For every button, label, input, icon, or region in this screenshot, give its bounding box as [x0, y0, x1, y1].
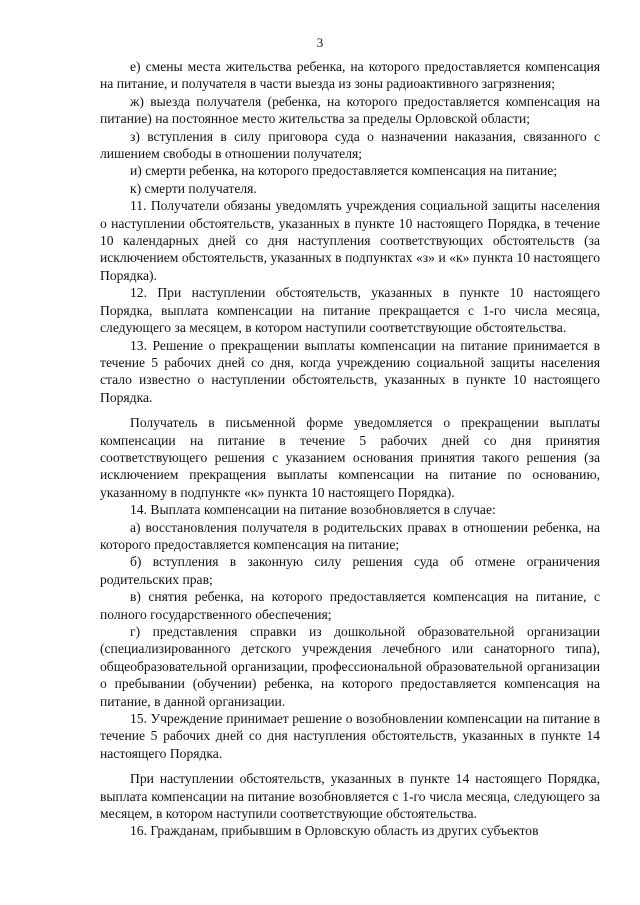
paragraph-15-resumption: При наступлении обстоятельств, указанных в пункте 14 настоящего Порядка, выплата компенсации на питание возобновляется с 1-го числа месяца, следующего за месяцем, в котором наступили соответствующие обстоятельства.	[100, 771, 600, 822]
paragraph-14-b: б) вступления в законную силу решения суда об отмене ограничения родительских прав;	[100, 554, 600, 587]
paragraph-14-v: в) снятия ребенка, на которого предоставляется компенсация на питание, с полного государственного обеспечения;	[100, 589, 600, 622]
paragraph-e: е) смены места жительства ребенка, на которого предоставляется компенсация на питание, и получателя в части выезда из зоны радиоактивного загрязнения;	[100, 59, 600, 92]
paragraph-16: 16. Гражданам, прибывшим в Орловскую область из других субъектов	[130, 823, 539, 839]
paragraph-13-notice: Получатель в письменной форме уведомляется о прекращении выплаты компенсации на питание в течение 5 рабочих дней со дня принятия соответствующего решения с указанием основания принятия такого решения (за исключением прекращения выплаты компенсации на питание по основанию, указанному в подпункте «к» пункта 10 настоящего Порядка).	[100, 415, 600, 500]
paragraph-13: 13. Решение о прекращении выплаты компенсации на питание принимается в течение 5 рабочих дней со дня, когда учреждению социальной защиты населения стало известно о наступлении обстоятельств, указанных в пункте 10 настоящего Порядка.	[100, 337, 600, 405]
paragraph-14-a: а) восстановления получателя в родительских правах в отношении ребенка, на которого предоставляется компенсация на питание;	[100, 519, 600, 552]
paragraph-15: 15. Учреждение принимает решение о возобновлении компенсации на питание в течение 5 рабочих дней со дня наступления обстоятельств, указанных в пункте 14 настоящего Порядка.	[100, 711, 600, 761]
paragraph-z: з) вступления в силу приговора суда о назначении наказания, связанного с лишением свободы в отношении получателя;	[100, 128, 600, 162]
paragraph-14-g: г) представления справки из дошкольной образовательной организации (специализированного детского учреждения лечебного или санаторного типа), общеобразовательной организации, профессиональной образовательной организации о пребывании (обучении) ребенка, на которого предоставляется компенсация на питание, в данной организации.	[100, 624, 600, 709]
paragraph-12: 12. При наступлении обстоятельств, указанных в пункте 10 настоящего Порядка, выплата компенсации на питание прекращается с 1-го числа месяца, следующего за месяцем, в котором наступили соответствующие обстоятельства.	[100, 285, 600, 336]
paragraph-i: и) смерти ребенка, на которого предоставляется компенсация на питание;	[130, 163, 558, 179]
paragraph-11: 11. Получатели обязаны уведомлять учреждения социальной защиты населения о наступлении обстоятельств, указанных в пункте 10 настоящего Порядка, в течение 10 календарных дней со дня наступления соответствующих обстоятельств (за исключением обстоятельств, указанных в подпунктах «з» и «к» пункта 10 настоящего Порядка).	[100, 198, 600, 283]
document-body	[100, 58, 600, 840]
paragraph-14: 14. Выплата компенсации на питание возобновляется в случае:	[130, 502, 496, 518]
paragraph-k: к) смерти получателя.	[130, 180, 257, 196]
paragraph-zh: ж) выезда получателя (ребенка, на которого предоставляется компенсация на питание) на постоянное место жительства за пределы Орловской области;	[100, 93, 600, 127]
page-number: 3	[316, 35, 324, 50]
